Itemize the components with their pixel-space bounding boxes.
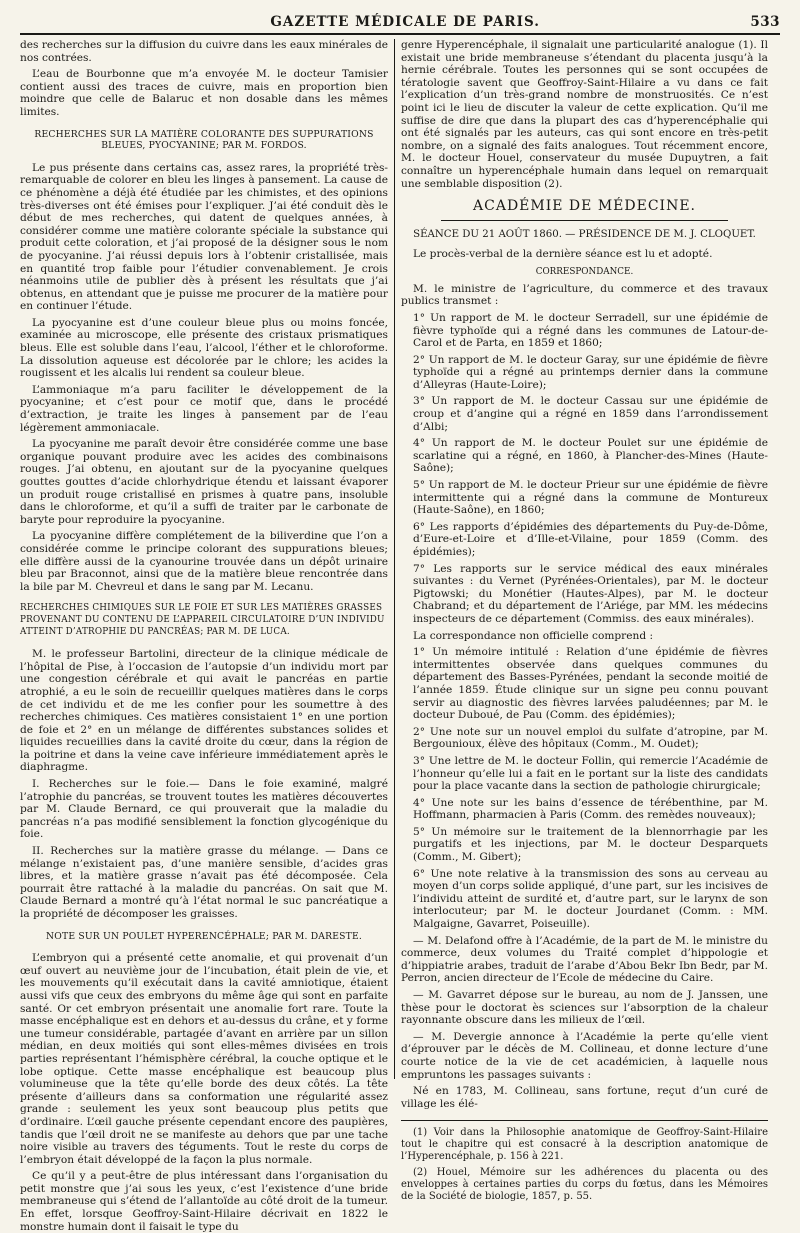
paragraph: II. Recherches sur la matière grasse du mélange. — Dans ce mélange n’existaient pas, d’une manière sensible, d’acides gras libres, et la matière grasse n’avait pas été décomposée. Cela pourrait être rattaché à la maladie du pancréas. On sait que M. Claude Bernard a montré qu’à l’état normal le suc pancréatique a la propriété de décomposer les graisses.	[20, 845, 388, 920]
announcement: — M. Gavarret dépose sur le bureau, au nom de J. Janssen, une thèse pour le doctorat ès sciences sur l’absorption de la chaleur rayonnante obscure dans les milieux de l’œil.	[401, 989, 768, 1027]
section-title-pyocyanine: RECHERCHES SUR LA MATIÈRE COLORANTE DES SUPPURATIONS BLEUES, PYOCYANINE; PAR M. FORDOS.	[34, 128, 374, 152]
paragraph: Le procès-verbal de la dernière séance est lu et adopté.	[413, 248, 713, 261]
list-item: 4° Un rapport de M. le docteur Poulet sur une épidémie de scarlatine qui a régné, en 1860, à Plancher-des-Mines (Haute-Saône);	[413, 437, 768, 475]
paragraph: genre Hyperencéphale, il signalait une particularité analogue (1). Il existait une bride membraneuse s’étendant du placenta jusqu’à la hernie cérébrale. Toutes les personnes qui se sont occupées de tératologie savent que Geoffroy-Saint-Hilaire a vu dans ce fait l’explication d’un très-grand nombre de monstruosités. Ce n’est point ici le lieu de discuter la valeur de cette explication. Qu’il me suffise de dire que dans la plupart des cas d’hyperencéphalie qui ont été signalés par les auteurs, cas qui sont encore en très-petit nombre, on a signalé des faits analogues. Tout récemment encore, M. le docteur Houel, conservateur du musée Dupuytren, a fait connaître un hyperencéphale humain dans lequel on remarquait une semblable disposition (2).	[401, 39, 768, 190]
footnotes	[401, 1127, 768, 1203]
paragraph: Ce qu’il y a peut-être de plus intéressant dans l’organisation du petit monstre que j’ai sous les yeux, c’est l’existence d’une bride membraneuse qui s’étend de l’allantoïde au côté droit de la tumeur. En effet, lorsque Geoffroy-Saint-Hilaire décrivait en 1822 le monstre humain dont il faisait le type du	[20, 1170, 388, 1233]
two-columns	[14, 39, 786, 1233]
paragraph: La pyocyanine me paraît devoir être considérée comme une base organique pouvant produire avec les acides des combinaisons rouges. J’ai obtenu, en ajoutant sur de la pyocyanine quelques gouttes gouttes d’acide chlorhydrique étendu et laissant évaporer un produit rouge cristallisé en prismes à quatre pans, insoluble dans le chloroforme, et qu’il a suffi de traiter par le carbonate de baryte pour reproduire la pyocyanine.	[20, 438, 388, 526]
announcement: — M. Delafond offre à l’Académie, de la part de M. le ministre du commerce, deux volumes du Traité complet d’hippologie et d’hippiatrie arabes, traduit de l’arabe d’Abou Bekr Ibn Bedr, par M. Perron, ancien directeur de l’Ecole de médecine du Caire.	[401, 934, 768, 985]
paragraph: L’ammoniaque m’a paru faciliter le développement de la pyocyanine; et c’est pour ce motif que, dans le procédé d’extraction, je traite les linges à pansement par de l’eau légèrement ammoniacale.	[20, 383, 388, 434]
right-column	[394, 39, 774, 1203]
section-title-poulet: NOTE SUR UN POULET HYPERENCÉPHALE; PAR M. DARESTE.	[46, 930, 362, 942]
paragraph: Le pus présente dans certains cas, assez rares, la propriété très-remarquable de colorer en bleu les linges à pansement. La cause de ce phénomène a déjà été étudiée par les chimistes, et des opinions très-diverses ont été émises pour l’expliquer. J’ai été conduit dès le début de mes recherches, qui datent de quelques années, à considérer comme une matière colorante spéciale la substance qui produit cette coloration, et j’ai proposé de la désigner sous le nom de pyocyanine. J’ai réussi depuis lors à l’obtenir cristallisée, mais en quantité trop faible pour l’étudier convenablement. Je crois néanmoins utile de publier dès à présent les résultats que j’ai obtenus, en attendant que je puisse me procurer de la matière pour en continuer l’étude.	[20, 161, 388, 313]
list-item: 3° Une lettre de M. le docteur Follin, qui remercie l’Académie de l’honneur qu’elle lui a fait en le portant sur la liste des candidats pour la place vacante dans la section de pathologie chirurgicale;	[413, 754, 768, 793]
page-number: 533	[750, 14, 780, 30]
paragraph: M. le ministre de l’agriculture, du commerce et des travaux publics transmet :	[401, 282, 768, 308]
academy-title: ACADÉMIE DE MÉDECINE.	[473, 198, 696, 215]
list-item: 3° Un rapport de M. le docteur Cassau sur une épidémie de croup et d’angine qui a régné en 1859 dans l’arrondissement d’Albi;	[413, 395, 768, 433]
list-item: 2° Un rapport de M. le docteur Garay, sur une épidémie de fièvre typhoïde qui a régné au printemps dernier dans la commune d’Alleyras (Haute-Loire);	[413, 353, 768, 391]
journal-title: GAZETTE MÉDICALE DE PARIS.	[270, 14, 540, 30]
announcement: Né en 1783, M. Collineau, sans fortune, reçut d’un curé de village les élé-	[401, 1085, 768, 1110]
list-item: 1° Un rapport de M. le docteur Serradell, sur une épidémie de fièvre typhoïde qui a régné dans les communes de Latour-de-Carol et de Parta, en 1859 et 1860;	[413, 311, 768, 350]
paragraph: M. le professeur Bartolini, directeur de la clinique médicale de l’hôpital de Pise, à l’occasion de l’autopsie d’un individu mort par une congestion cérébrale et qui avait le pancréas en partie atrophié, a eu le soin de recueillir quelques matières dans le corps de cet individu et de me les confier pour les soumettre à des recherches chimiques. Ces matières consistaient 1° en une portion de foie et 2° en un mélange de différentes substances solides et liquides recueillies dans la cavité droite du cœur, dans la région de la poitrine et dans la veine cave inférieure immédiatement après le diaphragme.	[20, 648, 388, 774]
running-head	[20, 14, 780, 35]
announcement: — M. Devergie annonce à l’Académie la perte qu’elle vient d’éprouver par le décès de M. Collineau, et donne lecture d’une courte notice de la vie de cet académicien, à laquelle nous empruntons les passages suivants :	[401, 1030, 768, 1081]
nonofficial-list	[401, 646, 768, 930]
correspondance-title: CORRESPONDANCE.	[535, 266, 634, 277]
left-column	[14, 39, 394, 1233]
paragraph: I. Recherches sur le foie.— Dans le foie examiné, malgré l’atrophie du pancréas, se trouvent toutes les matières découvertes par M. Claude Bernard, ce qui prouverait que la maladie du pancréas n’a pas modifié sensiblement la fonction glycogénique du foie.	[20, 778, 388, 841]
section-title-foie: RECHERCHES CHIMIQUES SUR LE FOIE ET SUR LES MATIÈRES GRASSES PROVENANT DU CONTENU DE L’APPAREIL CIRCULATOIRE D’UN INDIVIDU ATTEINT D’ATROPHIE DU PANCRÉAS; PAR M. DE LUCA.	[20, 603, 385, 637]
paragraph: L’embryon qui a présenté cette anomalie, et qui provenait d’un œuf ouvert au neuvième jour de l’incubation, était plein de vie, et les mouvements qu’il exécutait dans la cavité amniotique, étaient aussi vifs que ceux des embryons du même âge qui sont en parfaite santé. Or cet embryon présentait une anomalie fort rare. Toute la masse encéphalique est en dehors et au-dessus du crâne, et y forme une tumeur considérable, partagée d’avant en arrière par un sillon médian, en deux moitiés qui sont elles-mêmes divisées en trois parties représentant l’hémisphère cérébral, la couche optique et le lobe optique. Cette masse encéphalique est beaucoup plus volumineuse que la tête qu’elle borde des deux côtés. La tête présente d’ailleurs dans sa conformation une régularité assez grande : seulement les yeux sont beaucoup plus petits que d’ordinaire. L’œil gauche présente cependant encore des paupières, tandis que l’œil droit ne se manifeste au dehors que par une tache noire visible au travers des téguments. Tout le reste du corps de l’embryon était développé de la façon la plus normale.	[20, 952, 388, 1166]
paragraph: La pyocyanine diffère complétement de la biliverdine que l’on a considérée comme le principe colorant des suppurations bleues; elle diffère aussi de la cyanourine trouvée dans un dépôt urinaire bleu par Braconnot, ainsi que de la matière bleue rencontrée dans la bile par M. Chevreul et dans le sang par M. Lecanu.	[20, 530, 388, 593]
paragraph: L’eau de Bourbonne que m’a envoyée M. le docteur Tamisier contient aussi des traces de cuivre, mais en proportion bien moindre que celle de Balaruc et non dosable dans les mêmes limites.	[20, 68, 388, 118]
seance-line: SÉANCE DU 21 AOÛT 1860. — PRÉSIDENCE DE M. J. CLOQUET.	[413, 229, 756, 241]
list-item: 4° Une note sur les bains d’essence de térébenthine, par M. Hoffmann, pharmacien à Paris (Comm. des remèdes nouveaux);	[413, 796, 768, 822]
footnote: (1) Voir dans la Philosophie anatomique de Geoffroy-Saint-Hilaire tout le chapitre qui est consacré à la description anatomique de l’Hyperencéphale, p. 156 à 221.	[401, 1127, 768, 1163]
academy-rule	[441, 220, 728, 221]
paragraph: La correspondance non officielle comprend :	[413, 629, 654, 642]
list-item: 6° Une note relative à la transmission des sons au cerveau au moyen d’un corps solide appliqué, d’une part, sur les incisives de l’individu atteint de surdité et, d’autre part, sur le larynx de son interlocuteur; par M. le docteur Jourdanet (Comm. : MM. Malgaigne, Gavarret, Poiseuille).	[413, 867, 768, 931]
official-list	[401, 312, 768, 626]
list-item: 1° Un mémoire intitulé : Relation d’une épidémie de fièvres intermittentes observée dans quelques communes du département des Basses-Pyrénées, pendant la seconde moitié de l’année 1859. Étude clinique sur un signe peu connu pouvant servir au diagnostic des fièvres larvées paludéennes; par M. le docteur Duboué, de Pau (Comm. des épidémies);	[413, 646, 768, 722]
list-item: 2° Une note sur un nouvel emploi du sulfate d’atropine, par M. Bergounioux, élève des hôpitaux (Comm., M. Oudet);	[413, 725, 768, 751]
list-item: 6° Les rapports d’épidémies des départements du Puy-de-Dôme, d’Eure-et-Loire et d’Ille-et-Vilaine, pour 1859 (Comm. des épidémies);	[413, 520, 768, 558]
paragraph: des recherches sur la diffusion du cuivre dans les eaux minérales de nos contrées.	[20, 39, 388, 64]
paragraph: La pyocyanine est d’une couleur bleue plus ou moins foncée, examinée au microscope, elle présente des cristaux prismatiques bleus. Elle est soluble dans l’eau, l’alcool, l’éther et le chloroforme. La dissolution aqueuse est décolorée par le chlore; les acides la rougissent et les alcalis lui rendent sa couleur bleue.	[20, 316, 388, 380]
footnote-rule	[401, 1120, 768, 1121]
list-item: 5° Un mémoire sur le traitement de la blennorrhagie par les purgatifs et les injections, par M. le docteur Desparquets (Comm., M. Gibert);	[413, 825, 768, 864]
list-item: 5° Un rapport de M. le docteur Prieur sur une épidémie de fièvre intermittente qui a régné dans la commune de Montureux (Haute-Saône), en 1860;	[413, 479, 768, 517]
footnote: (2) Houel, Mémoire sur les adhérences du placenta ou des enveloppes à certaines parties du corps du fœtus, dans les Mémoires de la Société de biologie, 1857, p. 55.	[401, 1167, 768, 1203]
list-item: 7° Les rapports sur le service médical des eaux minérales suivantes : du Vernet (Pyrénées-Orientales), par M. le docteur Pigtowski; du Monétier (Hautes-Alpes), par M. le docteur Chabrand; et du département de l’Ariége, par MM. les médecins inspecteurs de ce département (Commiss. des eaux minérales).	[413, 562, 768, 625]
